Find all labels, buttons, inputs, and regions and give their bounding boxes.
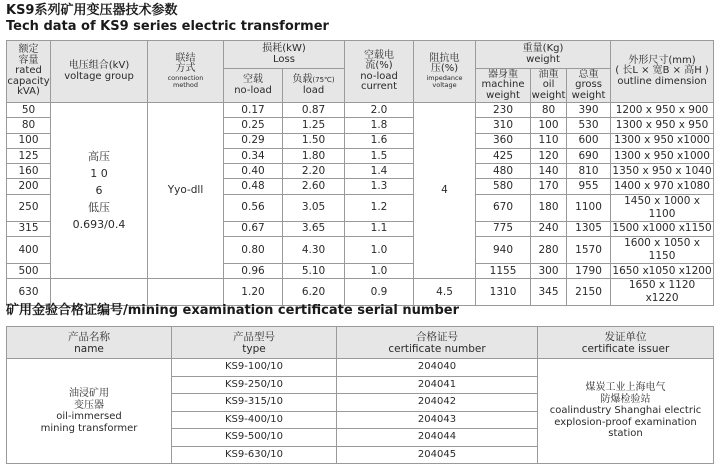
- cert-issuer-header: 发证单位 certificate issuer: [538, 327, 714, 359]
- dimension-cell: 1400 x 970 x1080: [611, 179, 714, 194]
- connection-cell: Yyo-dll: [148, 103, 224, 279]
- gross-weight-cell: 1305: [567, 221, 611, 236]
- capacity-cell: 630: [7, 279, 51, 306]
- connection-cell: [148, 279, 224, 306]
- product-name-cell: 油浸矿用 变压器 oil-immersed mining transformer: [7, 359, 172, 464]
- impedance-cell: 4: [414, 103, 476, 279]
- issuer-cell: 煤炭工业上海电气 防爆检验站 coalindustry Shanghai electric explosion-proof examination station: [538, 359, 714, 464]
- product-type-cell: KS9-250/10: [172, 376, 337, 394]
- certificate-number-cell: 204040: [337, 359, 538, 377]
- tech-row: [7, 103, 714, 118]
- oil-weight-cell: 300: [531, 264, 567, 279]
- oil-weight-cell: 100: [531, 118, 567, 133]
- gross-weight-cell: 1100: [567, 194, 611, 221]
- oil-weight-cell: 240: [531, 221, 567, 236]
- capacity-cell: 200: [7, 179, 51, 194]
- voltage-header: 电压组合(kV) voltage group: [51, 41, 148, 103]
- capacity-cell: 100: [7, 133, 51, 148]
- noload-current-cell: 1.6: [345, 133, 414, 148]
- cert-number-header: 合格证号 certificate number: [337, 327, 538, 359]
- capacity-cell: 125: [7, 148, 51, 163]
- loss-header: 损耗(kW) Loss: [224, 41, 345, 69]
- impedance-cell: 4.5: [414, 279, 476, 306]
- noload-current-cell: 1.0: [345, 264, 414, 279]
- voltage-group-cell: [51, 279, 148, 306]
- machine-weight-cell: 425: [476, 148, 531, 163]
- capacity-cell: 400: [7, 237, 51, 264]
- certificate-table: [6, 326, 714, 464]
- noload-loss-cell: 0.48: [224, 179, 283, 194]
- noload-loss-cell: 0.17: [224, 103, 283, 118]
- impedance-header: 阻抗电 压(%) impedance voltage: [414, 41, 476, 103]
- noload-loss-cell: 0.80: [224, 237, 283, 264]
- noload-current-cell: 1.8: [345, 118, 414, 133]
- load-loss-cell: 2.20: [283, 164, 345, 179]
- gross-weight-cell: 530: [567, 118, 611, 133]
- dimension-cell: 1450 x 1000 x 1100: [611, 194, 714, 221]
- noload-loss-cell: 0.40: [224, 164, 283, 179]
- oil-weight-cell: 110: [531, 133, 567, 148]
- noload-loss-cell: 0.25: [224, 118, 283, 133]
- dimension-cell: 1600 x 1050 x 1150: [611, 237, 714, 264]
- oil-weight-cell: 140: [531, 164, 567, 179]
- gross-weight-cell: 390: [567, 103, 611, 118]
- certificate-number-cell: 204041: [337, 376, 538, 394]
- machine-weight-cell: 775: [476, 221, 531, 236]
- dimension-cell: 1350 x 950 x 1040: [611, 164, 714, 179]
- noload-loss-cell: 0.96: [224, 264, 283, 279]
- oil-weight-cell: 180: [531, 194, 567, 221]
- noload-loss-cell: 0.29: [224, 133, 283, 148]
- noload-loss-cell: 0.67: [224, 221, 283, 236]
- machine-weight-cell: 310: [476, 118, 531, 133]
- certificate-number-cell: 204044: [337, 429, 538, 447]
- product-type-cell: KS9-400/10: [172, 411, 337, 429]
- oil-weight-header: 油重 oil weight: [531, 68, 566, 101]
- certificate-number-cell: 204042: [337, 394, 538, 412]
- load-loss-cell: 5.10: [283, 264, 345, 279]
- load-loss-cell: 3.05: [283, 194, 345, 221]
- noload-current-cell: 1.5: [345, 148, 414, 163]
- noload-current-cell: 1.2: [345, 194, 414, 221]
- machine-weight-header: 器身重 machine weight: [476, 69, 531, 103]
- oil-weight-cell: 120: [531, 148, 567, 163]
- load-loss-cell: 1.80: [283, 148, 345, 163]
- tech-data-table: [6, 40, 714, 306]
- machine-weight-cell: 940: [476, 237, 531, 264]
- gross-weight-cell: 2150: [567, 279, 611, 306]
- noload-current-cell: 1.1: [345, 221, 414, 236]
- machine-weight-cell: 1310: [476, 279, 531, 306]
- dimension-cell: 1650 x 1120 x1220: [611, 279, 714, 306]
- oil-weight-cell: 280: [531, 237, 567, 264]
- gross-weight-cell: 690: [567, 148, 611, 163]
- product-type-cell: KS9-315/10: [172, 394, 337, 412]
- cert-row: [7, 359, 714, 377]
- noload-current-cell: 1.0: [345, 237, 414, 264]
- load-loss-cell: 6.20: [283, 279, 345, 306]
- product-type-cell: KS9-500/10: [172, 429, 337, 447]
- oil-weight-cell: 80: [531, 103, 567, 118]
- machine-weight-cell: 230: [476, 103, 531, 118]
- page-title-cn: KS9系列矿用变压器技术参数: [6, 3, 178, 18]
- product-type-cell: KS9-100/10: [172, 359, 337, 377]
- machine-weight-cell: 1155: [476, 264, 531, 279]
- dimension-cell: 1300 x 950 x1000: [611, 148, 714, 163]
- gross-weight-cell: 1570: [567, 237, 611, 264]
- machine-weight-cell: 480: [476, 164, 531, 179]
- machine-weight-cell: 670: [476, 194, 531, 221]
- cert-name-header: 产品名称 name: [7, 327, 172, 359]
- capacity-cell: 160: [7, 164, 51, 179]
- machine-weight-cell: 360: [476, 133, 531, 148]
- voltage-group-cell: 高压 1 0 6 低压 0.693/0.4: [51, 103, 148, 279]
- oil-weight-cell: 345: [531, 279, 567, 306]
- certificate-number-cell: 204045: [337, 446, 538, 464]
- noload-current-cell: 1.3: [345, 179, 414, 194]
- load-loss-cell: 1.25: [283, 118, 345, 133]
- noload-loss-cell: 0.34: [224, 148, 283, 163]
- capacity-cell: 50: [7, 103, 51, 118]
- certificate-number-cell: 204043: [337, 411, 538, 429]
- capacity-header: 额定 容量 rated capacity kVA): [7, 41, 51, 103]
- cert-section-title: 矿用金验合格证编号/mining examination certificate serial number: [6, 303, 459, 318]
- gross-weight-cell: 1790: [567, 264, 611, 279]
- dimension-cell: 1650 x1050 x1200: [611, 264, 714, 279]
- noload-loss-cell: 1.20: [224, 279, 283, 306]
- load-loss-cell: 3.65: [283, 221, 345, 236]
- noload-current-cell: 2.0: [345, 103, 414, 118]
- weight-header: 重量(Kg) weight: [476, 41, 611, 69]
- capacity-cell: 315: [7, 221, 51, 236]
- load-loss-cell: 0.87: [283, 103, 345, 118]
- noload-current-cell: 1.4: [345, 164, 414, 179]
- tech-row: [7, 279, 714, 306]
- cert-type-header: 产品型号 type: [172, 327, 337, 359]
- capacity-cell: 80: [7, 118, 51, 133]
- gross-weight-cell: 600: [567, 133, 611, 148]
- product-type-cell: KS9-630/10: [172, 446, 337, 464]
- noload-loss-cell: 0.56: [224, 194, 283, 221]
- dimension-cell: 1300 x 950 x1000: [611, 133, 714, 148]
- gross-weight-cell: 955: [567, 179, 611, 194]
- capacity-cell: 250: [7, 194, 51, 221]
- dimension-header: 外形尺寸(mm) ( 长L × 宽B × 高H ) outline dimension: [611, 41, 714, 103]
- machine-weight-cell: 580: [476, 179, 531, 194]
- noload-loss-header: 空载 no-load: [224, 69, 283, 103]
- capacity-cell: 500: [7, 264, 51, 279]
- load-loss-cell: 2.60: [283, 179, 345, 194]
- load-loss-header: 负载(75℃) load: [283, 69, 345, 103]
- noload-current-cell: 0.9: [345, 279, 414, 306]
- gross-weight-cell: 810: [567, 164, 611, 179]
- load-loss-cell: 1.50: [283, 133, 345, 148]
- oil-weight-cell: 170: [531, 179, 567, 194]
- page-title-en: Tech data of KS9 series electric transformer: [6, 19, 329, 34]
- noload-current-header: 空载电 流(%) no-load current: [345, 41, 414, 103]
- dimension-cell: 1200 x 950 x 900: [611, 103, 714, 118]
- dimension-cell: 1300 x 950 x 950: [611, 118, 714, 133]
- load-loss-cell: 4.30: [283, 237, 345, 264]
- dimension-cell: 1500 x1000 x1150: [611, 221, 714, 236]
- gross-weight-header: 总重 gross weight: [567, 69, 611, 103]
- connection-header: 联结 方式 connection method: [148, 41, 224, 103]
